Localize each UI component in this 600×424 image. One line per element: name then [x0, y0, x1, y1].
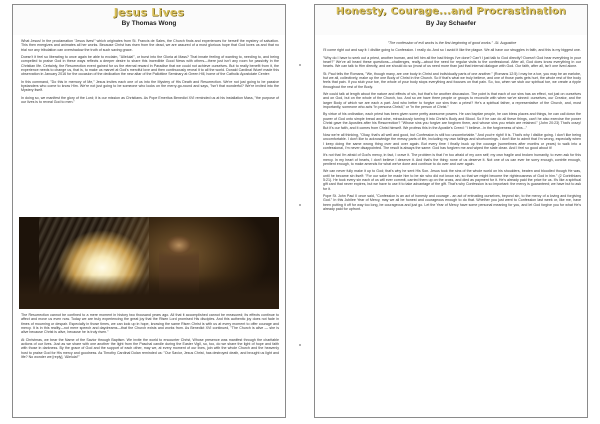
right-paragraph: We can never fully make it up to God; that's why he sent His Son. Jesus took the sins of the whole world on his shoulders, beaten and bloodied though He was, until he became sin itself: "For our sake he made him to be sin who did not know sin, so that we might become the righteousness of God in him." (2 Corinthians 5:21). He took every sin each of us will ever commit, carried them up on the cross, and died as payment for it. He's already paid the price for us. It's like a spiritual gift card that never expires, but we have to use it to take advantage of the gift. That's why Confession is so important: the mercy is guaranteed; we have but to ask for it. — [323, 169, 581, 191]
right-body — [323, 41, 581, 214]
right-paragraph: St. Paul tells the Romans, "We, though many, are one body in Christ and individually parts of one another." (Romans 12:5) I may be a toe, you may be an earlobe, but we all, collectively, make up the one Body of Christ in the Church. So if that's what we truly believe, and one of those parts gets hurt, the whole rest of the body feels that pain. If you stub your toe, the whole of your body stops everything and focuses on that pain. So, too, when we stub our spiritual toe, we create a ripple throughout the rest of the Body. — [323, 71, 581, 89]
epigraph-quote: "The confession of evil works is the first beginning of good works." -St. Augustine — [387, 41, 517, 45]
page-spine — [296, 4, 304, 418]
spine-dot — [299, 204, 301, 206]
left-title-banner — [13, 5, 285, 35]
spine-dot — [299, 64, 301, 66]
spine-dot — [299, 344, 301, 346]
right-paragraph: By virtue of his ordination, each priest has been given some pretty awesome powers. He can baptize people, he can bless places and things, he can call down the power of God onto simple bread and wine, miraculously turning it into Christ's Body and Blood. So if he can do all these things, can't he also exercise the power Christ gave the Apostles after his Resurrection? "Whose sins you forgive are forgiven them, and whose sins you retain are retained." (John 20:23) That's crazy! But it's our faith, and it comes from Christ himself. We profess this in the Apostle's Creed: "I believe...in the forgiveness of sins..." — [323, 112, 581, 130]
right-paragraph: Now we're all thinking, "Okay, that's all well and good, but Confession is still too uncomfortable." And you're right! It is. That's why I dislike going. I don't like being uncomfortable. I don't like to acknowledge the messy parts of life, including my own failings and shortcomings. I don't like to admit that I'm wrong, especially when I keep doing the same wrong thing over and over again. But every time I finally buck up the courage (sometimes after months or years) to walk into a confessional, I'm never disappointed. The result is always the same: God has forgiven me and wiped the slate clean. And I feel so good about it! — [323, 132, 581, 150]
right-paragraph: It's not that I'm afraid of God's mercy, in fact, I crave it. The problem is that I'm too afraid of my own self; my own fragile and broken humanity, to even ask for this mercy. In my heart of hearts, I don't believe I deserve it. And that's the thing: none of us deserve it. Not one of us can ever be sorry enough, contrite enough, penitent enough, to make amends for what we've done and continue to do over and over again. — [323, 153, 581, 166]
left-article-title: Jesus Lives — [113, 6, 185, 19]
left-paragraph: The Resurrection cannot be confined to a mere moment in history two thousand years ago. All that it accomplished cannot be measured; its effects continue to affect and move us even now. Today we are truly experiencing the great joy that the Risen Lord promised His disciples. And this authentic joy does not fade in times of mourning or despair. Especially in those times, we can look up in hope, knowing the same Risen Christ is with us at every moment to offer courage and mercy. It is in this reality—not mere speech and daydreams—that the Church exists and works from. As Benedict XVI continued, "The Church is alive — she is alive because Christ is alive, because he is truly risen." — [21, 313, 279, 335]
left-body-top — [21, 39, 279, 107]
right-paragraph: We could talk at length about the nature and effects of sin, but that's for another discussion. The point is that each of our sins has an effect, not just on ourselves and on God, but on the whole of the Church, too. And so we have three people or groups to reconcile with when we've sinned: ourselves, our Creator, and the larger Body of which we are each a part. And who better to forgive our sins than a priest? He's a spiritual father, a representative of the Church, and, most importantly, someone who acts "in persona Christi," or "in the person of Christ." — [323, 92, 581, 110]
right-paragraph: I'll come right out and say it: I dislike going to Confession. I really do. And so I avoid it like the plague. We all have our struggles in faith, and this is my biggest one. — [323, 48, 581, 53]
tomb-shadow — [19, 275, 279, 309]
right-article-byline: By Jay Schaefer — [425, 20, 477, 27]
left-body-bottom — [21, 313, 279, 362]
right-page — [314, 4, 588, 418]
left-paragraph: At Christmas, we bear the Name of the Savior through Baptism. We invite the world to encounter Christ, Whose presence was manifest through the charitable actions of our lives. Just as we share with one another the light from the Paschal candle during the Easter Vigil, so, too, do we share the light of hope and faith with those in darkness. By the grace of God and the support of each other, may we, at every moment of our lives, join with the whole Church and the heavenly host to praise God for His mercy and goodness. As Timothy Cardinal Dolan reminded us: "Our Savior, Jesus Christ, has destroyed death, and brought us light and life? No wonder we [reply], 'Alleluia!'" — [21, 337, 279, 360]
left-paragraph: In doing so, we manifest the glory of the Lord; it is our mission as Christians. As Pope Emeritus Benedict XVI reminded us at his installation Mass, "the purpose of our lives is to reveal God to men." — [21, 95, 279, 105]
left-paragraph: Doesn't it feel so liberating to once again be able to exclaim, "Alleluia!", or burst into the Gloria at Mass? That innate feeling of wanting to, needing to, and being compelled to praise God in these ways reflects a deeper desire to share this incredible Good News with others—there just isn't any room for passivity in the Christian life. Certainly, the Resurrection event gained for us the eternal reward in Paradise that we could not achieve ourselves. But to really benefit from it, the experience needs to change us, that is, to make us marvel at God's merciful love and then continuously reveal it to all the world. Donald Cardinal Wuerl made this observation in January 2016 for the occasion of the dedication the new altar of the Pallottine Seminary at Green Hill, home of the Catholic Apostolate Center: — [21, 55, 279, 77]
empty-tomb-photo — [19, 217, 279, 309]
left-paragraph: In this command, "Do this in memory of Me," Jesus invites each one of us into the Mystery of His Death and Resurrection. We're not just going to be passive bystanders who come to know Him. We're not just going to be someone who looks on the merry-go-round and says, "Isn't that wonderful? We're invited into the Mystery itself. — [21, 79, 279, 93]
left-article-byline: By Thomas Wong — [121, 20, 177, 27]
left-page — [12, 4, 286, 418]
right-title-banner — [315, 5, 587, 35]
right-article-title: Honesty, Courage...and Procrastination — [335, 6, 567, 17]
left-paragraph: What Jesus! In the proclamation "Jesus lives!" which originates from St. Francis de Sales, the Church finds and experiences for herself the mystery of salvation. This then energizes and animates all her works. Because Christ has risen from the dead, we are assured of a most glorious hope that God loves us and that no trial nor any tribulation can overshadow the truth of such saving grace. — [21, 39, 279, 52]
right-paragraph: Pope St. John Paul II once said, "Confession is an act of honesty and courage - an act of entrusting ourselves, beyond sin, to the mercy of a loving and forgiving God." In this Jubilee Year of Mercy, may we all be honest and courageous enough to do that. Whether you just went to Confession last week or, like me, have been putting it off for way too long, be courageous and just go. Let the Year of Mercy have some personal meaning for you, and let God forgive you for what He's already paid for upfront. — [323, 193, 581, 211]
right-paragraph: "Why do I have to seek out a priest, another human, and tell him all the bad things I've done? Can't I just talk to God directly? Doesn't God hear everything in your heart?" We've all heard these questions—challenges, really—about the need for regular visits to the confessional. After all, God does know everything in our hearts. We can talk to Him directly, and we should do so (most of us need more than just that internal dialogue with God. Our faith, after all, isn't one lived alone. — [323, 55, 581, 69]
